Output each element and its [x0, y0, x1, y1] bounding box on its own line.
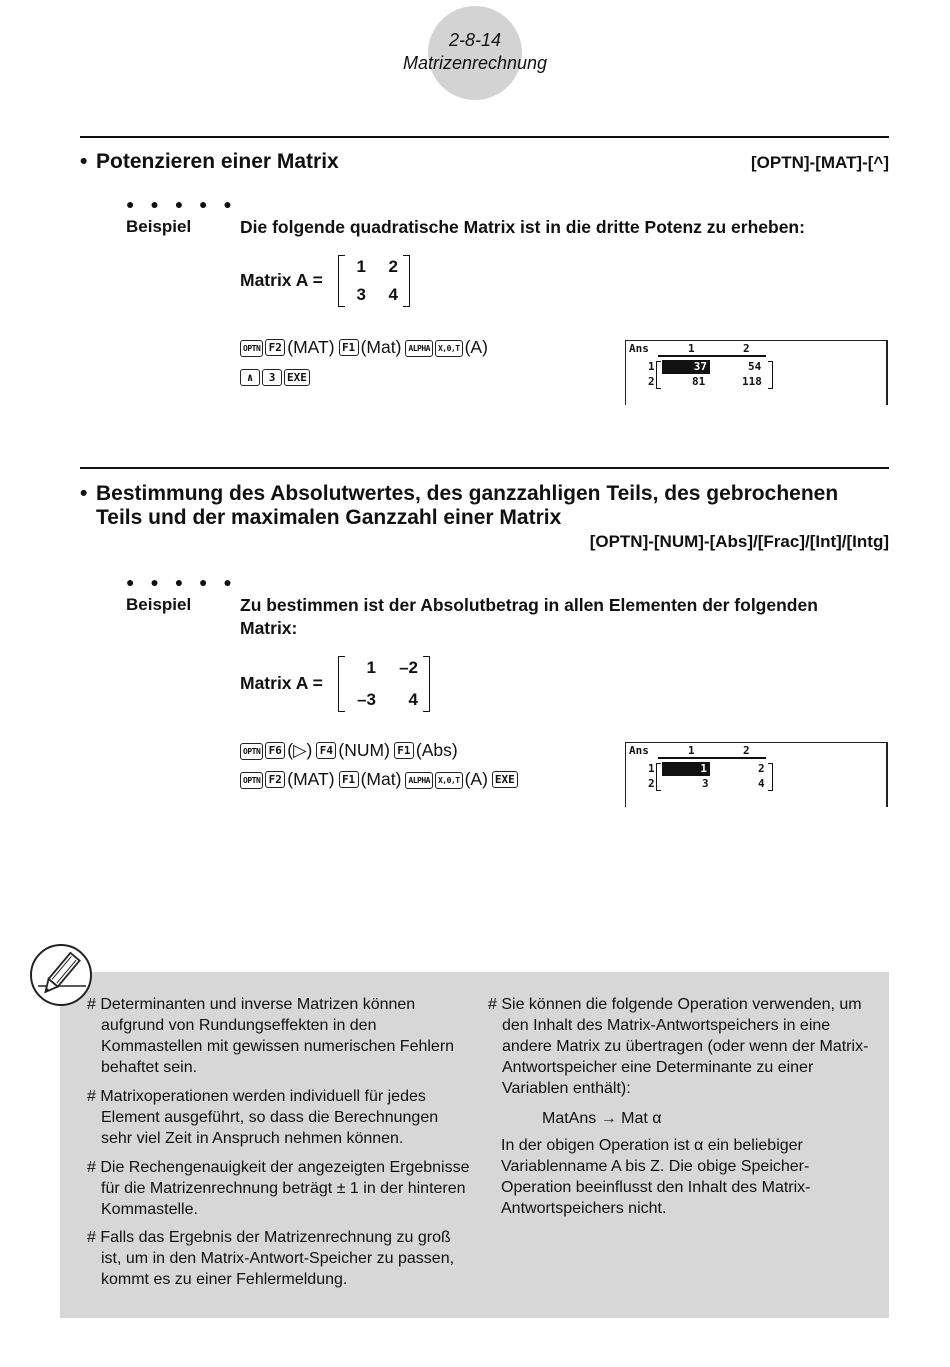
calculator-key: F1: [339, 771, 359, 788]
bullet-icon: •: [80, 482, 88, 505]
matrix-a: [338, 255, 410, 307]
example-dots: ● ● ● ● ●: [126, 574, 238, 590]
example-text: Die folgende quadratische Matrix ist in die dritte Potenz zu erheben:: [240, 217, 805, 237]
matrix-cell: 2: [388, 257, 398, 276]
screen-cell: 3: [702, 777, 709, 790]
section-divider: [80, 467, 889, 469]
key-sequence-line-1: [240, 735, 462, 765]
matrix-cell: 1: [366, 658, 376, 677]
matrix-cell: 3: [356, 285, 366, 304]
screen-cell: 54: [748, 360, 762, 373]
calculator-key: F1: [394, 742, 414, 759]
calculator-key: OPTN: [240, 743, 263, 760]
key-sequence-line-1: [240, 332, 492, 362]
example-label: Beispiel: [126, 595, 192, 614]
calculator-key: F6: [265, 742, 285, 759]
calculator-screen: [625, 340, 888, 405]
screen-cell: 2: [758, 762, 765, 775]
matrix-cell: –2: [399, 658, 418, 677]
screen-cell: 4: [758, 777, 765, 790]
screen-row-header: 1: [648, 360, 655, 373]
note-item: # Matrixoperationen werden individuell für jedes Element ausgeführt, so dass die Berechnungen sehr viel Zeit in Anspruch nehmen können.: [87, 1088, 439, 1147]
key-reference: [OPTN]-[MAT]-[^]: [750, 153, 889, 172]
note-item: # Die Rechengenauigkeit der angezeigten Ergebnisse für die Matrizenrechnung beträgt ± 1 in der hinteren Kommastelle.: [87, 1159, 470, 1218]
screen-row-header: 1: [648, 762, 655, 775]
screen-col-header: 2: [743, 744, 750, 757]
calculator-key: EXE: [284, 369, 310, 386]
screen-row-header: 2: [648, 777, 655, 790]
screen-col-header: 1: [688, 342, 695, 355]
page-topic: Matrizenrechnung: [402, 53, 548, 73]
matrix-cell: 4: [388, 285, 398, 304]
matrix-label: Matrix A =: [240, 673, 323, 693]
screen-cell: 118: [742, 375, 762, 388]
key-function-label: (Abs): [415, 740, 458, 760]
calculator-key: F4: [316, 742, 336, 759]
pencil-icon: [30, 944, 92, 1006]
note-item: # Determinanten und inverse Matrizen können aufgrund von Rundungseffekten in den Kommastellen mit gewissen numerischen Fehlern behaftet sein.: [87, 996, 455, 1076]
matrix-label: Matrix A =: [240, 270, 323, 290]
calculator-key: ∧: [240, 369, 260, 386]
section-divider: [80, 136, 889, 138]
screen-col-header: 1: [688, 744, 695, 757]
screen-title: Ans: [629, 342, 649, 355]
screen-col-header: 2: [743, 342, 750, 355]
screen-cell-selected: 1: [662, 762, 710, 776]
key-reference: [OPTN]-[NUM]-[Abs]/[Frac]/[Int]/[Intg]: [589, 532, 889, 551]
bullet-icon: •: [80, 150, 88, 173]
calculator-key: F2: [265, 771, 285, 788]
example-text: Zu bestimmen ist der Absolutbetrag in allen Elementen der folgenden Matrix:: [240, 595, 818, 638]
example-label: Beispiel: [126, 217, 192, 236]
calculator-key: OPTN: [240, 340, 263, 357]
calculator-screen: [625, 742, 888, 807]
section-title: • Potenzieren einer Matrix: [80, 150, 339, 173]
screen-cell-selected: 37: [662, 360, 710, 374]
key-function-label: (MAT): [287, 769, 335, 789]
calculator-key: ALPHA: [405, 340, 433, 357]
key-function-label: (A): [464, 337, 488, 357]
note-item: # Sie können die folgende Operation verwenden, um den Inhalt des Matrix-Antwortspeichers in eine andere Matrix zu übertragen (oder wenn der Matrix-Antwortspeicher eine Determinante zu einer Variablen enthält):: [488, 996, 869, 1097]
note-item: # Falls das Ergebnis der Matrizenrechnung zu groß ist, um in den Matrix-Antwort-Speicher zu passen, kommt es zu einer Fehlermeldung.: [87, 1229, 455, 1288]
screen-cell: 81: [692, 375, 706, 388]
page-number: 2-8-14: [448, 30, 502, 50]
key-function-label: (Mat): [360, 337, 402, 357]
matrix-cell: –3: [357, 690, 376, 709]
calculator-key: F1: [339, 339, 359, 356]
key-sequence-line-2: [240, 362, 312, 392]
key-function-label: (A): [464, 769, 488, 789]
calculator-key: EXE: [492, 771, 518, 788]
screen-title: Ans: [629, 744, 649, 757]
calculator-key: OPTN: [240, 772, 263, 789]
key-function-label: (NUM): [338, 740, 390, 760]
screen-row-header: 2: [648, 375, 655, 388]
example-dots: ● ● ● ● ●: [126, 196, 238, 212]
matrix-a: [338, 656, 430, 712]
key-function-label: (MAT): [287, 337, 335, 357]
matrix-cell: 4: [408, 690, 418, 709]
note-formula: MatAns → Mat α: [542, 1110, 662, 1127]
calculator-key: X,θ,T: [435, 772, 463, 789]
calculator-key: F2: [265, 339, 285, 356]
key-function-label: (▷): [287, 740, 313, 760]
calculator-key: ALPHA: [405, 772, 433, 789]
note-paragraph: In der obigen Operation ist α ein beliebiger Variablenname A bis Z. Die obige Speicher-Operation beeinflusst den Inhalt des Matrix-Antwortspeichers nicht.: [501, 1137, 811, 1217]
key-sequence-line-2: [240, 764, 520, 794]
section-title: • Bestimmung des Absolutwertes, des ganzzahligen Teils, des gebrochenen Teils und der maximalen Ganzzahl einer Matrix: [80, 482, 839, 529]
key-function-label: (Mat): [360, 769, 402, 789]
calculator-key: X,θ,T: [435, 340, 463, 357]
calculator-key: 3: [262, 369, 282, 386]
matrix-cell: 1: [356, 257, 366, 276]
